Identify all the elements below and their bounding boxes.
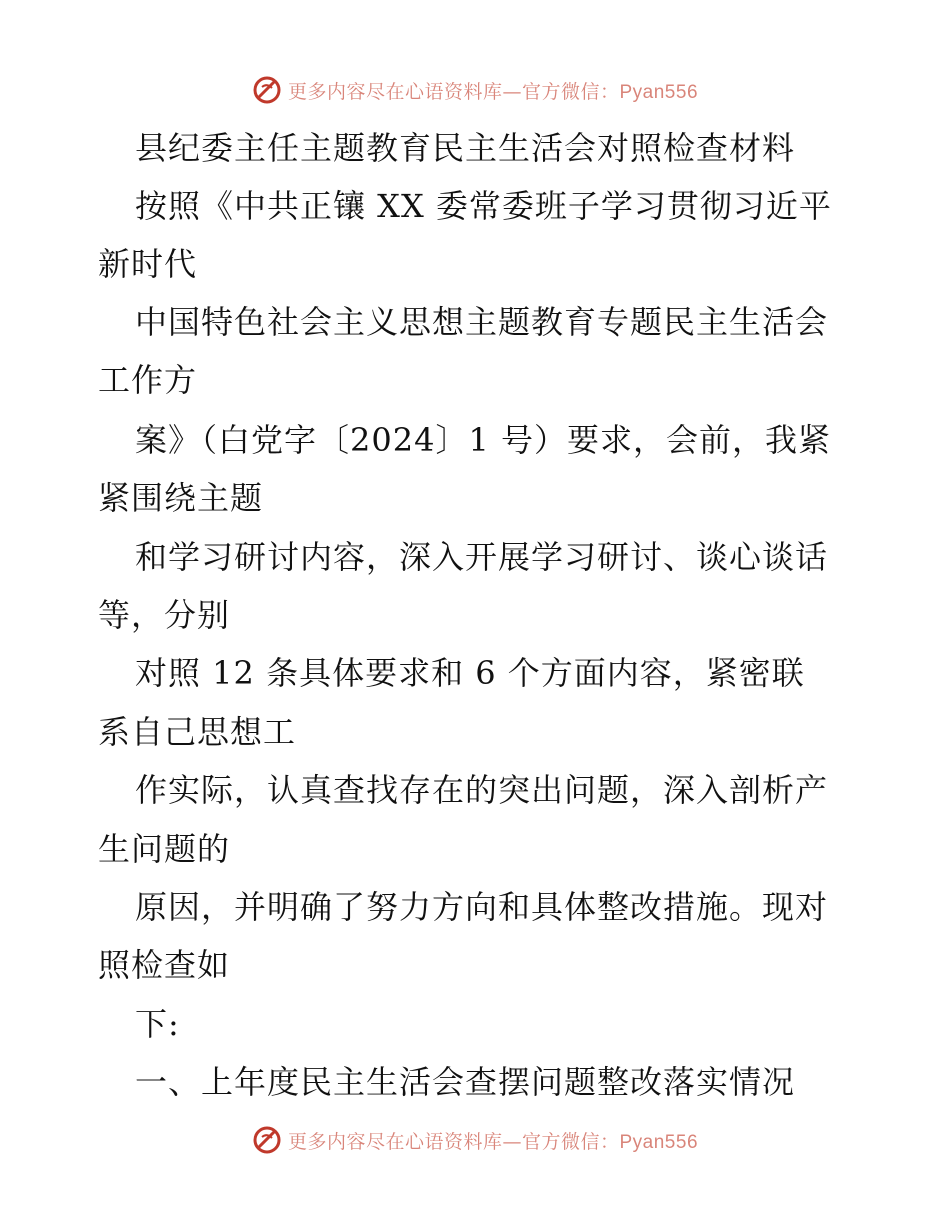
text-line: 等，分别 — [98, 596, 231, 634]
text-line: 中国特色社会主义思想主题教育专题民主生活会 — [135, 303, 829, 341]
text-line: 照检查如 — [98, 946, 231, 984]
text-line: 对照 12 条具体要求和 6 个方面内容，紧密联 — [135, 654, 805, 692]
text-line: 生问题的 — [98, 830, 231, 868]
watermark-header — [0, 70, 950, 110]
text-line: 案》（白党字〔2024〕1 号）要求，会前，我紧 — [135, 421, 831, 459]
document-title: 县纪委主任主题教育民主生活会对照检查材料 — [135, 129, 796, 167]
text-line: 和学习研讨内容，深入开展学习研讨、谈心谈话 — [135, 538, 829, 576]
text-line: 工作方 — [98, 361, 198, 399]
text-line: 系自己思想工 — [98, 713, 297, 751]
text-line: 原因，并明确了努力方向和具体整改措施。现对 — [135, 888, 829, 926]
text-line: 作实际，认真查找存在的突出问题，深入剖析产 — [135, 771, 829, 809]
logo-icon — [252, 75, 282, 105]
watermark-text: 更多内容尽在心语资料库—官方微信：Pyan556 — [287, 1130, 699, 1153]
watermark-text: 更多内容尽在心语资料库—官方微信：Pyan556 — [287, 80, 699, 103]
logo-icon — [252, 1125, 282, 1155]
text-line: 下: — [135, 1005, 180, 1043]
section-heading: 一、上年度民主生活会查摆问题整改落实情况 — [135, 1063, 796, 1101]
text-line: 新时代 — [98, 245, 198, 283]
text-line: 紧围绕主题 — [98, 479, 264, 517]
watermark-footer — [0, 1120, 950, 1160]
text-line: 按照《中共正镶 XX 委常委班子学习贯彻习近平 — [135, 187, 832, 225]
